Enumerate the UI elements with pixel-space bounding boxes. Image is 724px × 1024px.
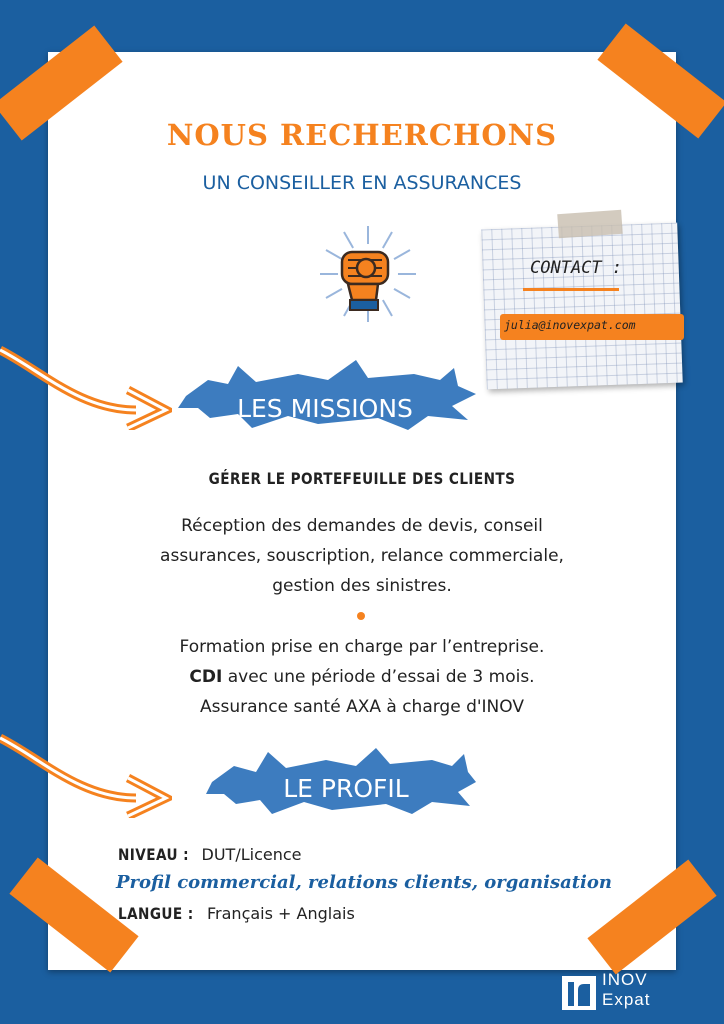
profil-banner-label: LE PROFIL: [283, 774, 409, 803]
assurance-line: Assurance santé AXA à charge d'INOV: [199, 697, 524, 717]
profil-skills: Profil commercial, relations clients, organisation: [116, 872, 612, 893]
pointing-hand-icon: [318, 224, 418, 324]
missions-line: assurances, souscription, relance commerciale,: [160, 546, 564, 566]
contact-note: [481, 223, 682, 390]
contact-email[interactable]: julia@inovexpat.com: [504, 318, 636, 332]
missions-description: [90, 511, 634, 601]
missions-banner-label: LES MISSIONS: [237, 394, 413, 423]
arrow-right-icon: [0, 718, 172, 818]
page-subtitle: UN CONSEILLER EN ASSURANCES: [202, 172, 522, 194]
logo-text-top: INOV: [602, 970, 648, 989]
cdi-rest: avec une période d’essai de 3 mois.: [222, 667, 535, 687]
missions-line: gestion des sinistres.: [272, 576, 452, 596]
logo-mark-icon: [562, 976, 596, 1010]
note-tape: [557, 210, 623, 238]
missions-heading: GÉRER LE PORTEFEUILLE DES CLIENTS: [208, 469, 516, 488]
logo-text-bottom: Expat: [602, 990, 651, 1009]
separator-dot: [357, 612, 365, 620]
formation-line: Formation prise en charge par l’entreprise.: [179, 637, 545, 657]
cdi-label: CDI: [189, 667, 223, 687]
contact-title: CONTACT :: [530, 258, 623, 278]
niveau-value: DUT/Licence: [201, 845, 302, 864]
missions-line: Réception des demandes de devis, conseil: [181, 516, 543, 536]
page-title: NOUS RECHERCHONS: [166, 118, 558, 152]
contact-underline: [523, 288, 619, 291]
cdi-line: [82, 662, 642, 692]
arrow-right-icon: [0, 330, 172, 430]
niveau-label: NIVEAU :: [118, 845, 189, 864]
langue-label: LANGUE :: [118, 904, 194, 923]
conditions-description: [82, 632, 642, 722]
inov-expat-logo: [562, 968, 676, 1016]
niveau-line: [118, 845, 302, 864]
langue-line: [118, 904, 355, 923]
langue-value: Français + Anglais: [207, 904, 355, 923]
